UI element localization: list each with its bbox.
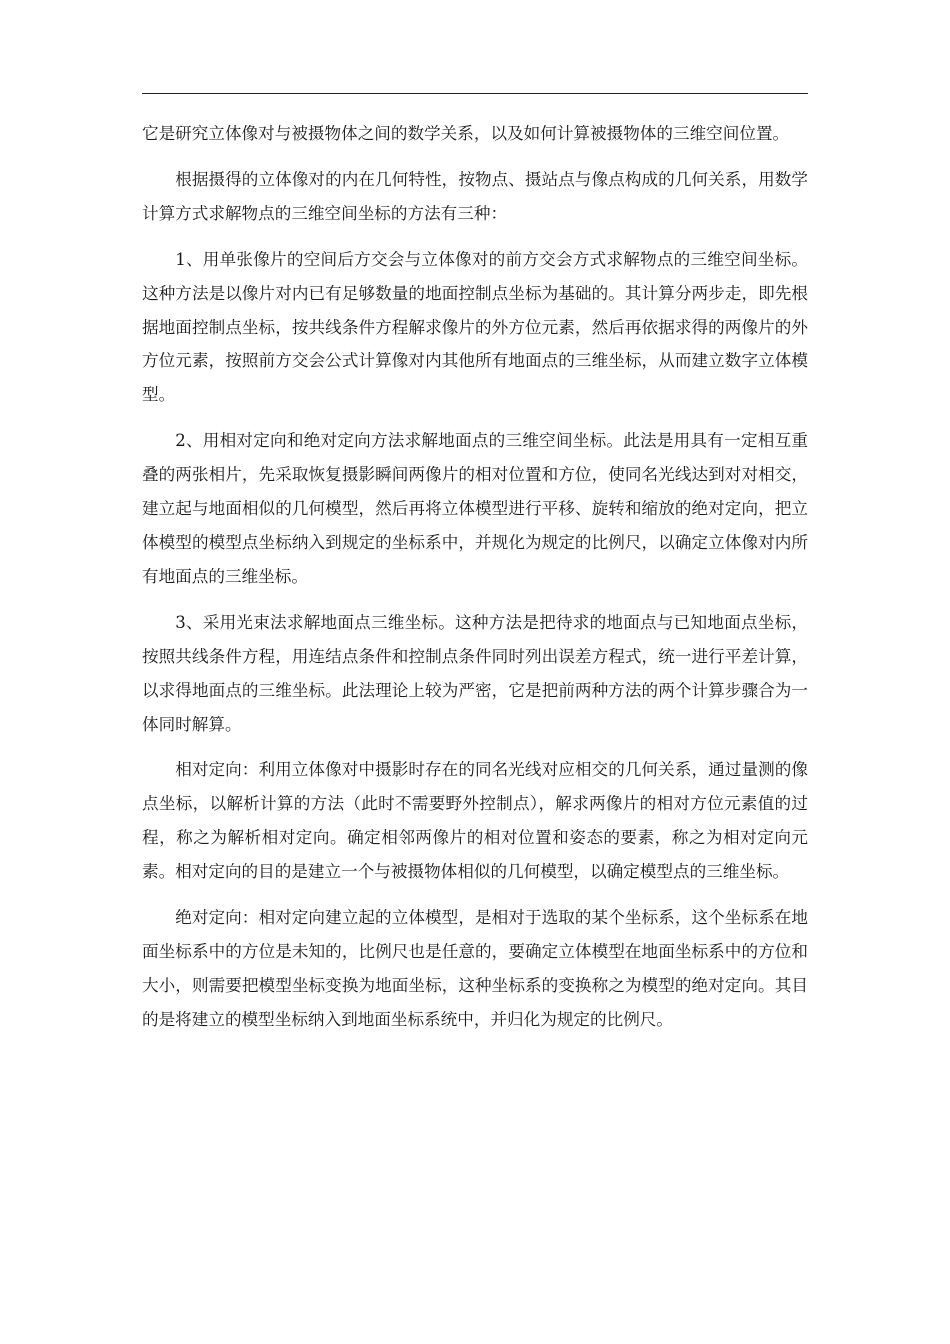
paragraph-relative-orientation: 相对定向：利用立体像对中摄影时存在的同名光线对应相交的几何关系，通过量测的像点坐标，以解析计算的方法（此时不需要野外控制点），解求两像片的相对方位元素值的过程，称之为解析相对定向。确定相邻两像片的相对位置和姿态的要素，称之为相对定向元素。相对定向的目的是建立一个与被摄物体相似的几何模型，以确定模型点的三维坐标。 — [142, 760, 808, 882]
document-body — [142, 117, 808, 1049]
paragraph-method-3: 3、采用光束法求解地面点三维坐标。这种方法是把待求的地面点与已知地面点坐标，按照共线条件方程，用连结点条件和控制点条件同时列出误差方程式，统一进行平差计算，以求得地面点的三维坐标。此法理论上较为严密，它是把前两种方法的两个计算步骤合为一体同时解算。 — [142, 612, 808, 734]
paragraph-methods-overview: 根据摄得的立体像对的内在几何特性，按物点、摄站点与像点构成的几何关系，用数学计算方式求解物点的三维空间坐标的方法有三种： — [142, 169, 808, 223]
header-rule — [142, 93, 808, 94]
paragraph-intro: 它是研究立体像对与被摄物体之间的数学关系，以及如何计算被摄物体的三维空间位置。 — [142, 124, 790, 143]
paragraph-absolute-orientation: 绝对定向：相对定向建立起的立体模型，是相对于选取的某个坐标系，这个坐标系在地面坐标系中的方位是未知的，比例尺也是任意的，要确定立体模型在地面坐标系中的方位和大小，则需要把模型坐标变换为地面坐标，这种坐标系的变换称之为模型的绝对定向。其目的是将建立的模型坐标纳入到地面坐标系统中，并归化为规定的比例尺。 — [142, 908, 808, 1029]
paragraph-method-2: 2、用相对定向和绝对定向方法求解地面点的三维空间坐标。此法是用具有一定相互重叠的两张相片，先采取恢复摄影瞬间两像片的相对位置和方位，使同名光线达到对对相交，建立起与地面相似的几何模型，然后再将立体模型进行平移、旋转和缩放的绝对定向，把立体模型的模型点坐标纳入到规定的坐标系中，并规化为规定的比例尺，以确定立体像对内所有地面点的三维坐标。 — [142, 431, 808, 586]
paragraph-method-1: 1、用单张像片的空间后方交会与立体像对的前方交会方式求解物点的三维空间坐标。这种方法是以像片对内已有足够数量的地面控制点坐标为基础的。其计算分两步走，即先根据地面控制点坐标，按共线条件方程解求像片的外方位元素，然后再依据求得的两像片的外方位元素，按照前方交会公式计算像对内其他所有地面点的三维坐标，从而建立数字立体模型。 — [142, 249, 808, 405]
